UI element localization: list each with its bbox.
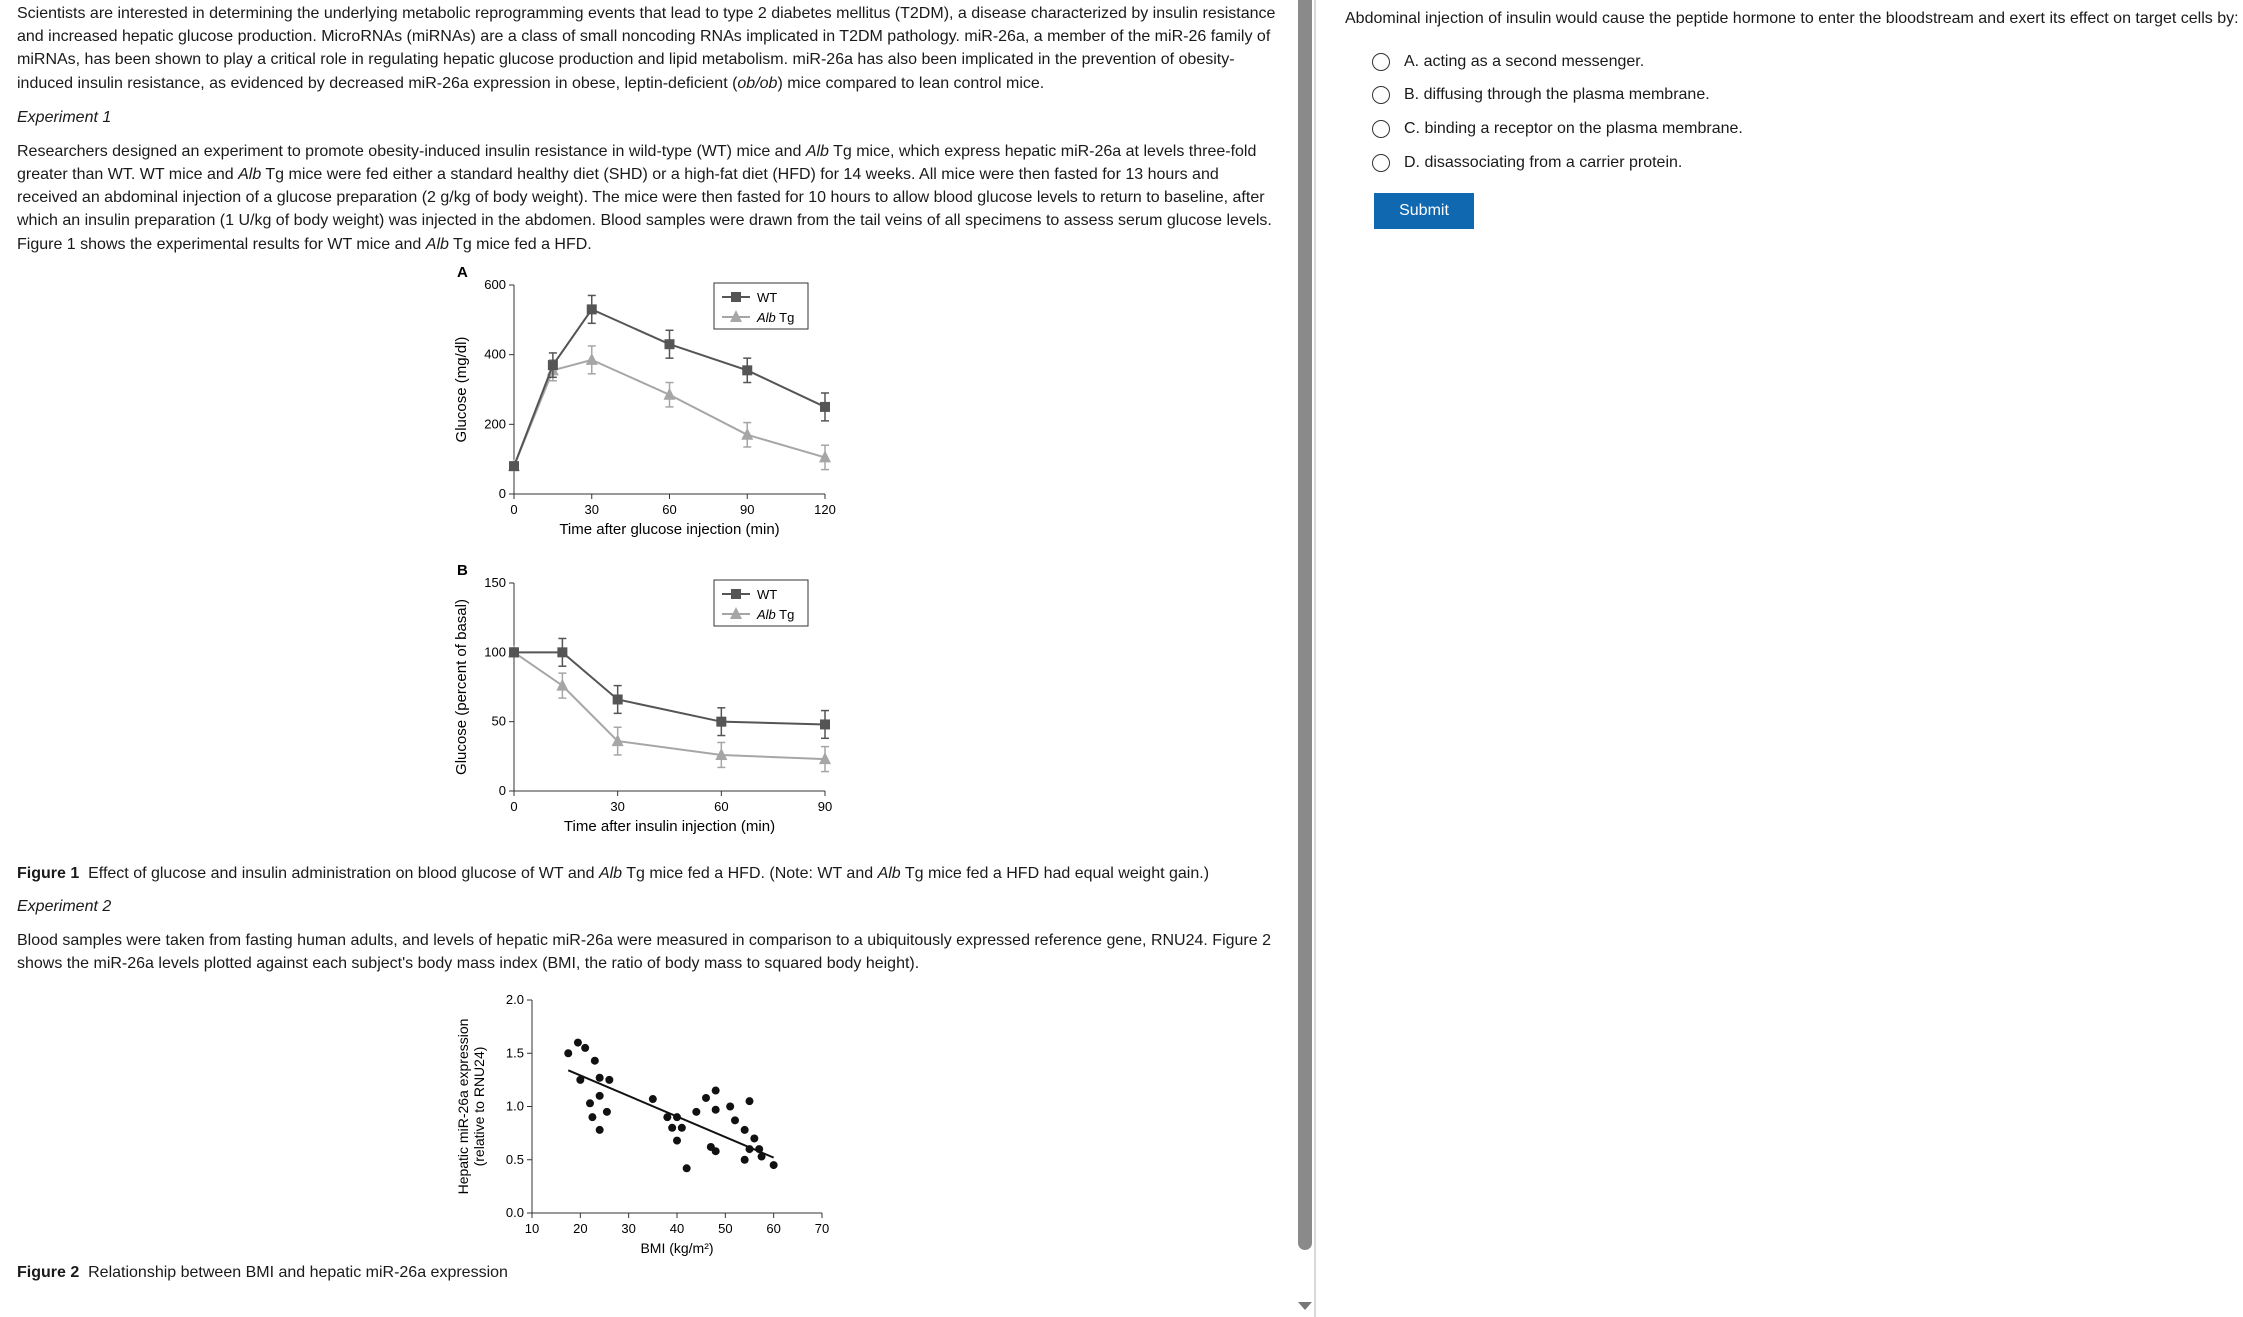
- scroll-down-arrow-icon[interactable]: [1298, 1302, 1312, 1310]
- y-axis-label-line-1: Hepatic miR-26a expression: [455, 1018, 471, 1195]
- data-point-wt: [820, 719, 830, 729]
- data-point: [712, 1147, 720, 1155]
- y-axis-label: Glucose (percent of basal): [453, 598, 470, 775]
- data-point-alb-tg: [556, 678, 568, 690]
- y-tick-label: 150: [484, 574, 506, 590]
- y-tick-label: 600: [484, 276, 506, 292]
- data-point-alb-tg: [586, 353, 598, 365]
- data-point: [678, 1124, 686, 1132]
- choice-a-letter: A.: [1404, 52, 1420, 70]
- x-tick-label: 30: [610, 798, 625, 814]
- x-tick-label: 70: [814, 1221, 830, 1237]
- data-point-wt: [548, 360, 558, 370]
- y-tick-label: 1.5: [505, 1045, 524, 1061]
- choice-d-text: disassociating from a carrier protein.: [1424, 153, 1683, 171]
- data-point: [702, 1094, 710, 1102]
- trend-line: [568, 1071, 773, 1158]
- x-tick-label: 30: [584, 501, 599, 517]
- data-point: [731, 1117, 739, 1125]
- x-tick-label: 90: [740, 501, 755, 517]
- data-point: [712, 1087, 720, 1095]
- x-tick-label: 0: [510, 798, 518, 814]
- question-pane: [1345, 0, 2243, 1317]
- x-tick-label: 10: [524, 1221, 540, 1237]
- data-point: [741, 1156, 749, 1164]
- data-point: [603, 1108, 611, 1116]
- y-tick-label: 0.5: [505, 1151, 524, 1167]
- x-tick-label: 40: [669, 1221, 685, 1237]
- data-point-wt: [557, 647, 567, 657]
- experiment-2-title: Experiment 2: [17, 897, 112, 915]
- figure-2: [17, 986, 1296, 1261]
- data-point: [712, 1106, 720, 1114]
- experiment-1-title: Experiment 1: [17, 108, 112, 126]
- data-point: [588, 1113, 596, 1121]
- figure-1-caption-label: Figure 1: [17, 864, 80, 882]
- data-point: [596, 1092, 604, 1100]
- legend: [714, 580, 808, 626]
- x-tick-label: 60: [766, 1221, 781, 1237]
- data-point: [692, 1108, 700, 1116]
- y-tick-label: 1.0: [505, 1098, 524, 1114]
- data-point-wt: [587, 304, 597, 314]
- legend-marker-wt: [731, 292, 741, 302]
- choice-b[interactable]: [1372, 79, 2243, 113]
- x-axis-label: Time after insulin injection (min): [563, 817, 776, 835]
- legend-label-wt: WT: [757, 289, 778, 305]
- x-tick-label: 30: [621, 1221, 636, 1237]
- radio-icon[interactable]: [1372, 86, 1390, 104]
- x-axis-label: BMI (kg/m²): [640, 1240, 714, 1257]
- choice-b-text: diffusing through the plasma membrane.: [1423, 86, 1710, 104]
- data-point-wt: [716, 716, 726, 726]
- data-point-wt: [820, 402, 830, 412]
- data-point-wt: [613, 694, 623, 704]
- data-point-wt: [665, 339, 675, 349]
- data-point: [668, 1124, 676, 1132]
- panel-label: A: [457, 266, 468, 281]
- choice-c[interactable]: [1372, 112, 2243, 146]
- y-tick-label: 200: [484, 416, 506, 432]
- data-point: [596, 1126, 604, 1134]
- data-point: [750, 1135, 758, 1143]
- data-point: [574, 1039, 582, 1047]
- legend-label-alb-tg: Alb Tg: [757, 606, 795, 622]
- data-point: [746, 1097, 754, 1105]
- data-point: [673, 1137, 681, 1145]
- pane-divider: [1296, 0, 1316, 1317]
- figure-1-chart: [17, 267, 1017, 857]
- divider-line: [1314, 0, 1316, 1317]
- y-tick-label: 0.0: [505, 1205, 524, 1221]
- choice-c-letter: C.: [1404, 119, 1420, 137]
- data-point: [591, 1057, 599, 1065]
- choice-a[interactable]: [1372, 45, 2243, 79]
- figure-2-caption: [17, 1261, 1296, 1284]
- data-point: [649, 1095, 657, 1103]
- data-point: [586, 1100, 594, 1108]
- x-axis-label: Time after glucose injection (min): [559, 520, 780, 538]
- figure-1: [17, 267, 1296, 862]
- y-tick-label: 2.0: [505, 992, 524, 1008]
- y-axis-label-line-2: (relative to RNU24): [471, 1046, 487, 1167]
- data-point: [726, 1103, 734, 1111]
- x-tick-label: 120: [814, 501, 836, 517]
- x-tick-label: 60: [662, 501, 677, 517]
- intro-paragraph: Scientists are interested in determining the underlying metabolic reprogramming events that lead to type 2 diabetes mellitus (T2DM), a disease characterized by insulin resistance and increased hepatic glucose production. MicroRNAs (miRNAs) are a class of small noncoding RNAs implicated in T2DM pathology. miR-26a, a member of the miR-26 family of miRNAs, has been shown to play a critical role in regulating hepatic glucose production and lipid metabolism. miR-26a has also been implicated in the prevention of obesity-induced insulin resistance, as evidenced by decreased miR-26a expression in obese, leptin-deficient (ob/ob) mice compared to lean control mice.: [17, 5, 1276, 92]
- data-point-wt: [509, 647, 519, 657]
- data-point: [581, 1044, 589, 1052]
- y-axis-label: Glucose (mg/dl): [453, 336, 470, 443]
- radio-icon[interactable]: [1372, 154, 1390, 172]
- y-tick-label: 0: [498, 782, 506, 798]
- data-point-wt: [509, 461, 519, 471]
- x-tick-label: 90: [817, 798, 833, 814]
- choice-d-letter: D.: [1404, 153, 1420, 171]
- figure-1-caption-text: Effect of glucose and insulin administration on blood glucose of WT and Alb Tg mice fed a HFD. (Note: WT and Alb Tg mice fed a HFD had equal weight gain.): [88, 864, 1210, 882]
- data-point: [596, 1074, 604, 1082]
- scrollbar-thumb[interactable]: [1298, 0, 1312, 1250]
- data-point: [770, 1161, 778, 1169]
- data-point: [564, 1049, 572, 1057]
- x-tick-label: 20: [573, 1221, 588, 1237]
- radio-icon[interactable]: [1372, 53, 1390, 71]
- submit-button[interactable]: Submit: [1374, 193, 1474, 229]
- legend-marker-wt: [731, 589, 741, 599]
- x-tick-label: 0: [510, 501, 518, 517]
- legend: [714, 283, 808, 329]
- data-point-alb-tg: [741, 428, 753, 440]
- figure-2-chart: [17, 986, 1017, 1256]
- series-line-alb-tg: [514, 360, 825, 466]
- legend-label-alb-tg: Alb Tg: [757, 309, 795, 325]
- y-tick-label: 0: [498, 485, 506, 501]
- experiment-1-text: Researchers designed an experiment to promote obesity-induced insulin resistance in wild-type (WT) mice and Alb Tg mice, which express hepatic miR-26a at levels three-fold greater than WT. WT mice and Alb Tg mice were fed either a standard healthy diet (SHD) or a high-fat diet (HFD) for 14 weeks. All mice were then fasted for 13 hours and received an abdominal injection of a glucose preparation (2 g/kg of body weight). The mice were then fasted for 10 hours to allow blood glucose levels to return to baseline, after which an insulin preparation (1 U/kg of body weight) was injected in the abdomen. Blood samples were drawn from the tail veins of all specimens to assess serum glucose levels. Figure 1 shows the experimental results for WT mice and Alb Tg mice fed a HFD.: [17, 142, 1272, 253]
- radio-icon[interactable]: [1372, 120, 1390, 138]
- figure-1-caption: [17, 862, 1296, 885]
- y-tick-label: 100: [484, 644, 506, 660]
- legend-label-wt: WT: [757, 586, 778, 602]
- data-point: [741, 1126, 749, 1134]
- figure-2-caption-label: Figure 2: [17, 1264, 80, 1282]
- panel-label: B: [457, 561, 468, 579]
- choice-c-text: binding a receptor on the plasma membrane.: [1424, 119, 1743, 137]
- y-tick-label: 400: [484, 346, 506, 362]
- y-tick-label: 50: [491, 713, 506, 729]
- data-point: [605, 1076, 613, 1084]
- answer-choices: [1345, 45, 2243, 179]
- x-tick-label: 50: [718, 1221, 733, 1237]
- data-point: [683, 1165, 691, 1173]
- choice-b-letter: B.: [1404, 86, 1420, 104]
- question-stem: Abdominal injection of insulin would cause the peptide hormone to enter the bloodstream and exert its effect on target cells by:: [1345, 10, 2239, 27]
- experiment-2-text: Blood samples were taken from fasting human adults, and levels of hepatic miR-26a were measured in comparison to a ubiquitously expressed reference gene, RNU24. Figure 2 shows the miR-26a levels plotted against each subject's body mass index (BMI, the ratio of body mass to squared body height).: [17, 931, 1271, 973]
- x-tick-label: 60: [714, 798, 729, 814]
- choice-a-text: acting as a second messenger.: [1423, 52, 1645, 70]
- choice-d[interactable]: [1372, 146, 2243, 180]
- series-line-alb-tg: [514, 652, 825, 759]
- data-point-wt: [742, 365, 752, 375]
- figure-2-caption-text: Relationship between BMI and hepatic miR-26a expression: [88, 1264, 508, 1282]
